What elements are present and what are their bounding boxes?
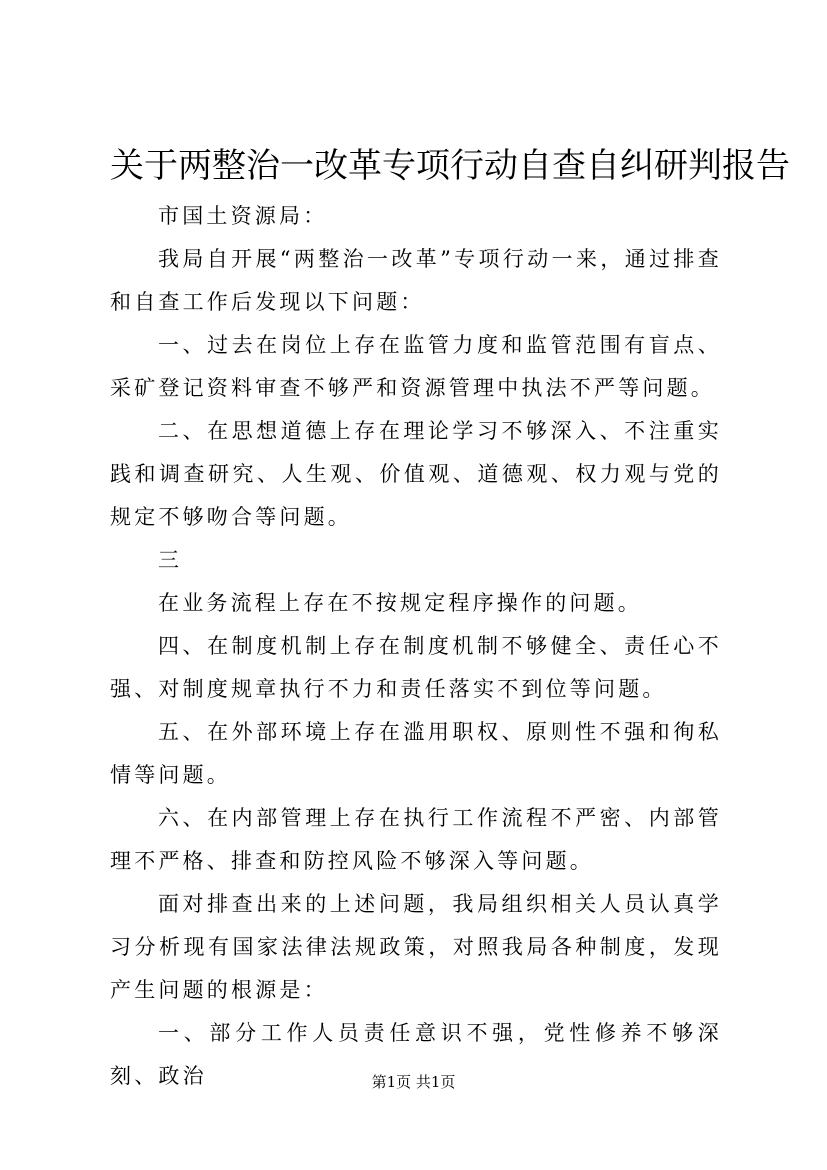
paragraph-issue-1: 一、过去在岗位上存在监管力度和监管范围有盲点、采矿登记资料审查不够严和资源管理中执法不严等问题。 [110,333,722,400]
paragraph-root-cause-1: 一、部分工作人员责任意识不强，党性修养不够深刻、政治 [110,1021,722,1088]
document-title: 关于两整治一改革专项行动自查自纠研判报告 [110,146,790,186]
paragraph-issue-2: 二、在思想道德上存在理论学习不够深入、不注重实践和调查研究、人生观、价值观、道德观、权力观与党的规定不够吻合等问题。 [110,419,722,529]
paragraph-issue-3-heading: 三 [158,548,183,572]
paragraph-issue-4: 四、在制度机制上存在制度机制不够健全、责任心不强、对制度规章执行不力和责任落实不到位等问题。 [110,634,722,701]
paragraph-intro: 我局自开展“两整治一改革”专项行动一来，通过排查和自查工作后发现以下问题： [110,247,722,314]
paragraph-salutation: 市国土资源局： [158,204,328,228]
page-footer: 第1页 共1页 [371,1073,456,1091]
document-body [110,195,722,1098]
paragraph-issue-6: 六、在内部管理上存在执行工作流程不严密、内部管理不严格、排查和防控风险不够深入等问题。 [110,806,722,873]
paragraph-issue-5: 五、在外部环境上存在滥用职权、原则性不强和徇私情等问题。 [110,720,722,787]
paragraph-analysis: 面对排查出来的上述问题，我局组织相关人员认真学习分析现有国家法律法规政策，对照我局各种制度，发现产生问题的根源是： [110,892,722,1002]
paragraph-issue-3: 在业务流程上存在不按规定程序操作的问题。 [158,591,642,615]
